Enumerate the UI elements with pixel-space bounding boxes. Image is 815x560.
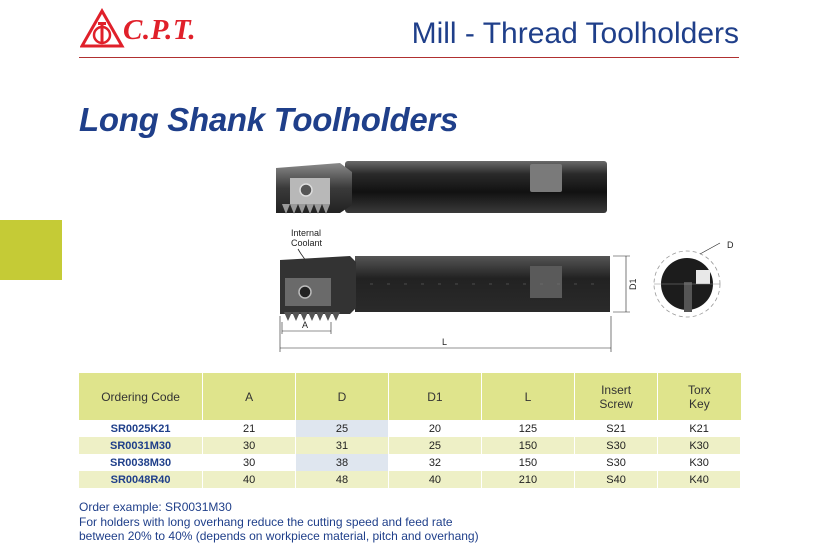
l-cell: 150 bbox=[481, 454, 574, 471]
l-cell: 210 bbox=[481, 471, 574, 488]
col-header-ordering-code: Ordering Code bbox=[79, 373, 203, 420]
a-cell: 30 bbox=[203, 437, 296, 454]
col-header-d1: D1 bbox=[388, 373, 481, 420]
insert-screw-cell: S40 bbox=[574, 471, 657, 488]
ordering-code-cell: SR0048R40 bbox=[79, 471, 203, 488]
d-cell: 25 bbox=[296, 420, 389, 437]
torx-key-cell: K30 bbox=[658, 437, 741, 454]
logo-text: C.P.T. bbox=[123, 14, 197, 46]
dim-a-label: A bbox=[302, 320, 309, 330]
col-header-a: A bbox=[203, 373, 296, 420]
notes-block bbox=[79, 500, 479, 544]
insert-screw-cell: S21 bbox=[574, 420, 657, 437]
specification-table bbox=[79, 373, 741, 488]
table-row bbox=[79, 471, 741, 488]
table-row bbox=[79, 420, 741, 437]
table-row bbox=[79, 437, 741, 454]
ordering-code-cell: SR0025K21 bbox=[79, 420, 203, 437]
d-cell: 31 bbox=[296, 437, 389, 454]
coolant-label-2: Coolant bbox=[291, 238, 323, 248]
torx-key-line1: Torx bbox=[688, 382, 711, 397]
l-cell: 150 bbox=[481, 437, 574, 454]
order-example: Order example: SR0031M30 bbox=[79, 500, 232, 514]
d1-cell: 40 bbox=[388, 471, 481, 488]
toolholder-end-view bbox=[654, 251, 720, 317]
a-cell: 40 bbox=[203, 471, 296, 488]
torx-key-cell: K21 bbox=[658, 420, 741, 437]
col-header-torx-key bbox=[658, 373, 741, 420]
d1-cell: 20 bbox=[388, 420, 481, 437]
l-cell: 125 bbox=[481, 420, 574, 437]
col-header-d: D bbox=[296, 373, 389, 420]
toolholder-photo bbox=[276, 161, 607, 214]
d1-cell: 32 bbox=[388, 454, 481, 471]
d-cell: 48 bbox=[296, 471, 389, 488]
toolholder-side-drawing bbox=[280, 256, 610, 321]
dim-d-label: D bbox=[727, 240, 734, 250]
dim-d1-label: D1 bbox=[628, 278, 638, 290]
coolant-label-1: Internal bbox=[291, 228, 322, 238]
insert-screw-cell: S30 bbox=[574, 454, 657, 471]
ordering-code-cell: SR0031M30 bbox=[79, 437, 203, 454]
insert-screw-line1: Insert bbox=[601, 382, 632, 397]
d-cell: 38 bbox=[296, 454, 389, 471]
table-row bbox=[79, 454, 741, 471]
note-line-2: between 20% to 40% (depends on workpiece material, pitch and overhang) bbox=[79, 529, 479, 543]
torx-key-cell: K40 bbox=[658, 471, 741, 488]
dim-l-label: L bbox=[442, 337, 448, 347]
ordering-code-cell: SR0038M30 bbox=[79, 454, 203, 471]
section-title: Long Shank Toolholders bbox=[79, 101, 459, 138]
insert-screw-line2: Screw bbox=[599, 396, 633, 411]
a-cell: 30 bbox=[203, 454, 296, 471]
table-header-row bbox=[79, 373, 741, 420]
a-cell: 21 bbox=[203, 420, 296, 437]
torx-key-line2: Key bbox=[689, 396, 710, 411]
d1-cell: 25 bbox=[388, 437, 481, 454]
insert-screw-cell: S30 bbox=[574, 437, 657, 454]
col-header-l: L bbox=[481, 373, 574, 420]
col-header-insert-screw bbox=[574, 373, 657, 420]
torx-key-cell: K30 bbox=[658, 454, 741, 471]
note-line-1: For holders with long overhang reduce the cutting speed and feed rate bbox=[79, 514, 453, 529]
page-header-title: Mill - Thread Toolholders bbox=[411, 17, 739, 50]
